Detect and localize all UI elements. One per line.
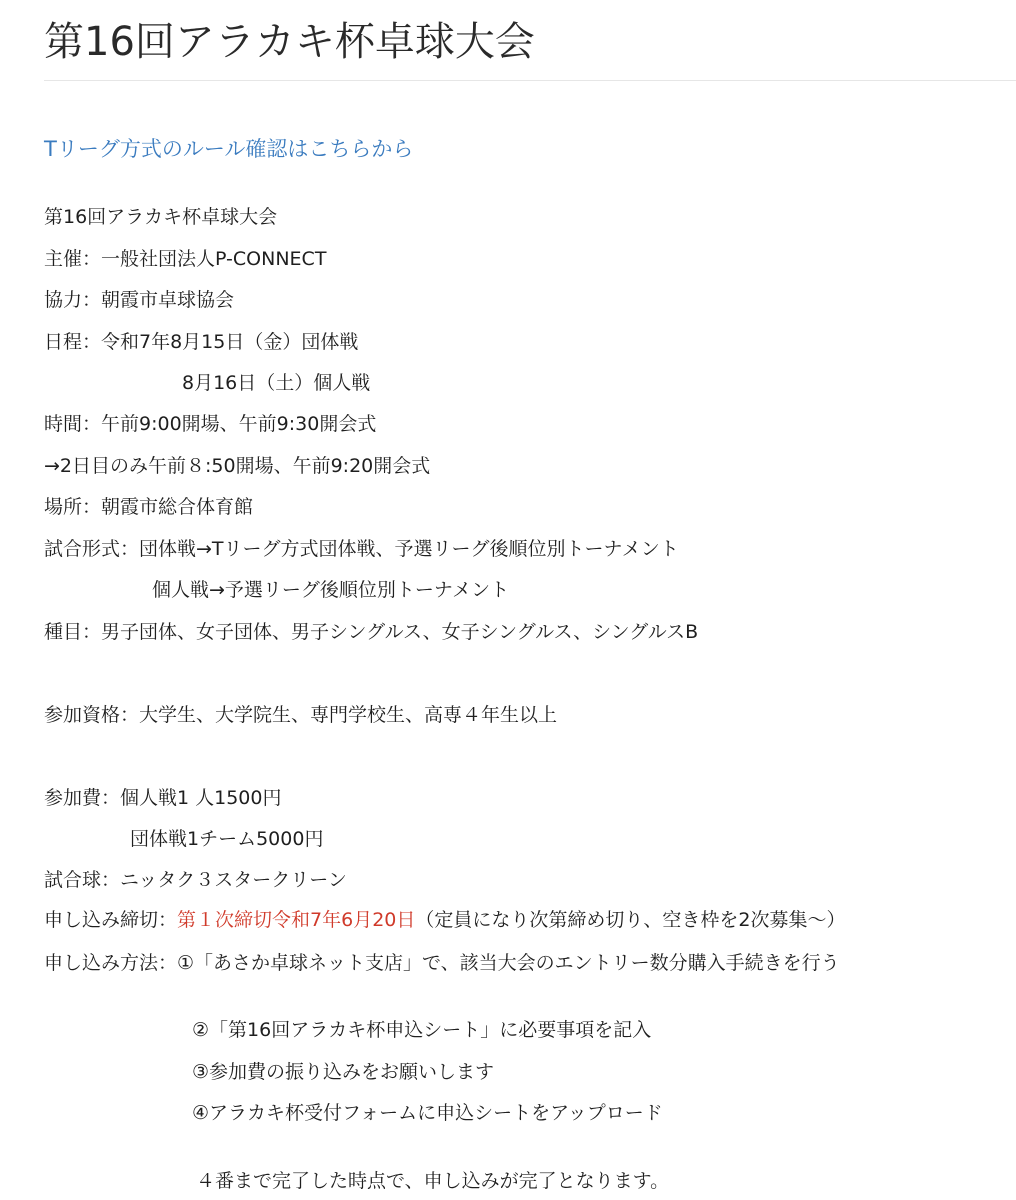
schedule-day2: 8月16日（土）個人戦 bbox=[182, 372, 371, 394]
event-name: 第16回アラカキ杯卓球大会 bbox=[44, 206, 278, 228]
deadline-date: 第１次締切令和7年6月20日 bbox=[177, 909, 416, 931]
method-step3: ③参加費の振り込みをお願いします bbox=[192, 1061, 495, 1083]
schedule-day1: 日程：令和7年8月15日（金）団体戦 bbox=[44, 331, 359, 353]
completion-note: ４番まで完了した時点で、申し込みが完了となります。 bbox=[196, 1170, 670, 1192]
deadline bbox=[44, 906, 845, 934]
events: 種目：男子団体、女子団体、男子シングルス、女子シングルス、シングルスB bbox=[44, 621, 699, 643]
cooperation: 協力：朝霞市卓球協会 bbox=[44, 289, 235, 311]
fee-individual: 参加費：個人戦1 人1500円 bbox=[44, 787, 282, 809]
deadline-label: 申し込み締切： bbox=[44, 909, 178, 931]
title-divider bbox=[44, 80, 1016, 81]
rules-link[interactable]: Tリーグ方式のルール確認はこちらから bbox=[44, 137, 414, 161]
method-step2: ②「第16回アラカキ杯申込シート」に必要事項を記入 bbox=[192, 1019, 652, 1041]
match-ball: 試合球：ニッタク３スタークリーン bbox=[44, 869, 347, 891]
method-step1: 申し込み方法：①「あさか卓球ネット支店」で、該当大会のエントリー数分購入手続きを行う bbox=[44, 952, 840, 974]
deadline-note: （定員になり次第締め切り、空き枠を2次募集〜） bbox=[415, 909, 846, 931]
fee-team: 団体戦1チーム5000円 bbox=[130, 828, 324, 850]
method-step4: ④アラカキ杯受付フォームに申込シートをアップロード bbox=[192, 1102, 663, 1124]
organizer: 主催：一般社団法人P-CONNECT bbox=[44, 248, 327, 270]
format-team: 試合形式：団体戦→Tリーグ方式団体戦、予選リーグ後順位別トーナメント bbox=[44, 538, 679, 560]
time-note: →2日目のみ午前８:50開場、午前9:20開会式 bbox=[44, 455, 431, 477]
format-individual: 個人戦→予選リーグ後順位別トーナメント bbox=[152, 579, 510, 601]
venue: 場所：朝霞市総合体育館 bbox=[44, 496, 254, 518]
eligibility: 参加資格：大学生、大学院生、専門学校生、高専４年生以上 bbox=[44, 704, 558, 726]
page-title: 第16回アラカキ杯卓球大会 bbox=[44, 19, 535, 65]
time: 時間：午前9:00開場、午前9:30開会式 bbox=[44, 413, 377, 435]
